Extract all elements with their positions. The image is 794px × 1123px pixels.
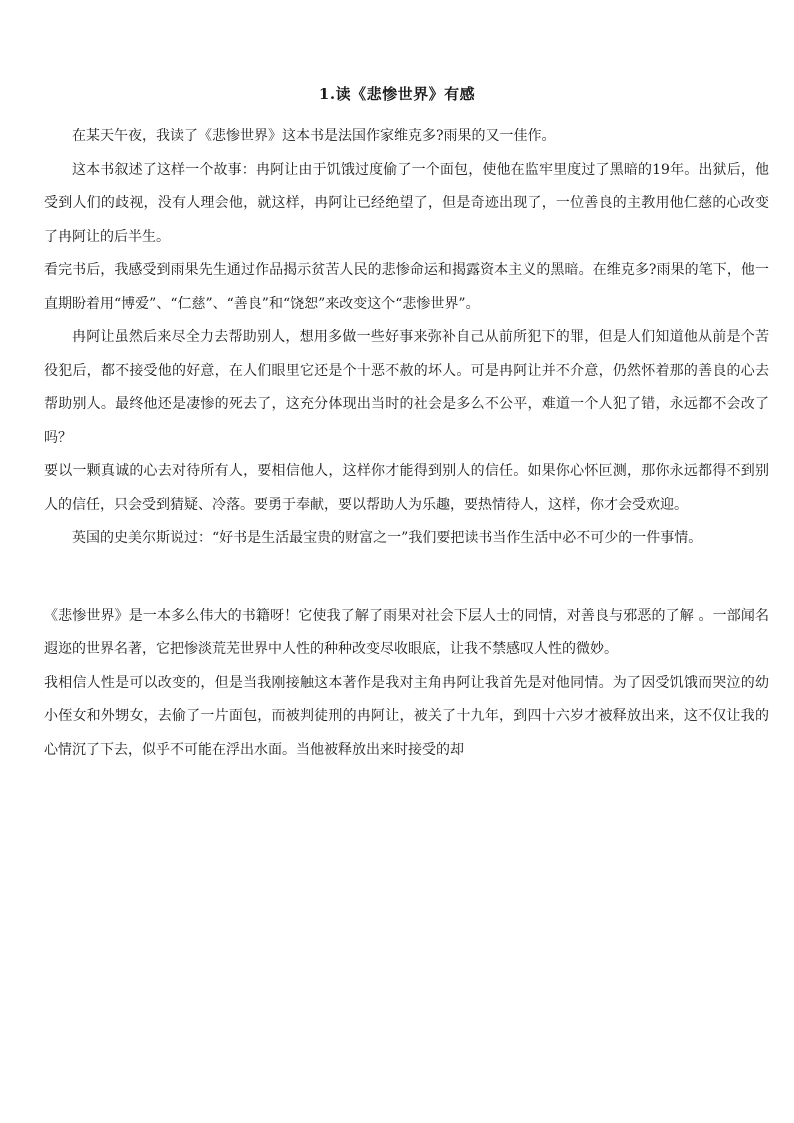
- paragraph-3: 看完书后，我感受到雨果先生通过作品揭示贫苦人民的悲惨命运和揭露资本主义的黑暗。在维克多?雨果的笔下，他一直期盼着用“博爱”、“仁慈”、“善良”和“饶恕”来改变这个“悲惨世界”。: [44, 262, 769, 312]
- paragraph-7: 《悲惨世界》是一本多么伟大的书籍呀！它使我了解了雨果对社会下层人士的同情，对善良与邪恶的了解 。一部闻名遐迩的世界名著，它把惨淡荒芜世界中人性的种种改变尽收眼底，让我不禁感叹人性的微妙。: [44, 607, 769, 657]
- document-body: [44, 120, 769, 767]
- paragraph-4: 冉阿让虽然后来尽全力去帮助别人，想用多做一些好事来弥补自己从前所犯下的罪，但是人们知道他从前是个苦役犯后，都不接受他的好意，在人们眼里它还是个十恶不赦的坏人。可是冉阿让并不介意，仍然怀着那的善良的心去帮助别人。最终他还是凄惨的死去了，这充分体现出当时的社会是多么不公平，难道一个人犯了错，永远都不会改了吗？: [44, 329, 769, 446]
- paragraph-8: 我相信人性是可以改变的，但是当我刚接触这本著作是我对主角冉阿让我首先是对他同情。为了因受饥饿而哭泣的幼小侄女和外甥女，去偷了一片面包，而被判徒刑的冉阿让，被关了十九年，到四十六岁才被释放出来，这不仅让我的心情沉了下去，似乎不可能在浮出水面。当他被释放出来时接受的却: [44, 674, 769, 758]
- document-title: 1.读《悲惨世界》有感: [318, 85, 476, 103]
- paragraph-spacer: [44, 556, 769, 600]
- paragraph-6: 英国的史美尔斯说过：“好书是生活最宝贵的财富之一”我们要把读书当作生活中必不可少的一件事情。: [72, 530, 703, 546]
- paragraph-2: 这本书叙述了这样一个故事：冉阿让由于饥饿过度偷了一个面包，使他在监牢里度过了黑暗的19年。出狱后，他受到人们的歧视，没有人理会他，就这样，冉阿让已经绝望了，但是奇迹出现了，一位善良的主教用他仁慈的心改变了冉阿让的后半生。: [44, 161, 769, 245]
- paragraph-5: 要以一颗真诚的心去对待所有人，要相信他人，这样你才能得到别人的信任。如果你心怀叵测，那你永远都得不到别人的信任，只会受到猜疑、冷落。要勇于奉献，要以帮助人为乐趣，要热情待人，这样，你才会受欢迎。: [44, 463, 769, 513]
- paragraph-1: 在某天午夜，我读了《悲惨世界》这本书是法国作家维克多?雨果的又一佳作。: [72, 128, 556, 144]
